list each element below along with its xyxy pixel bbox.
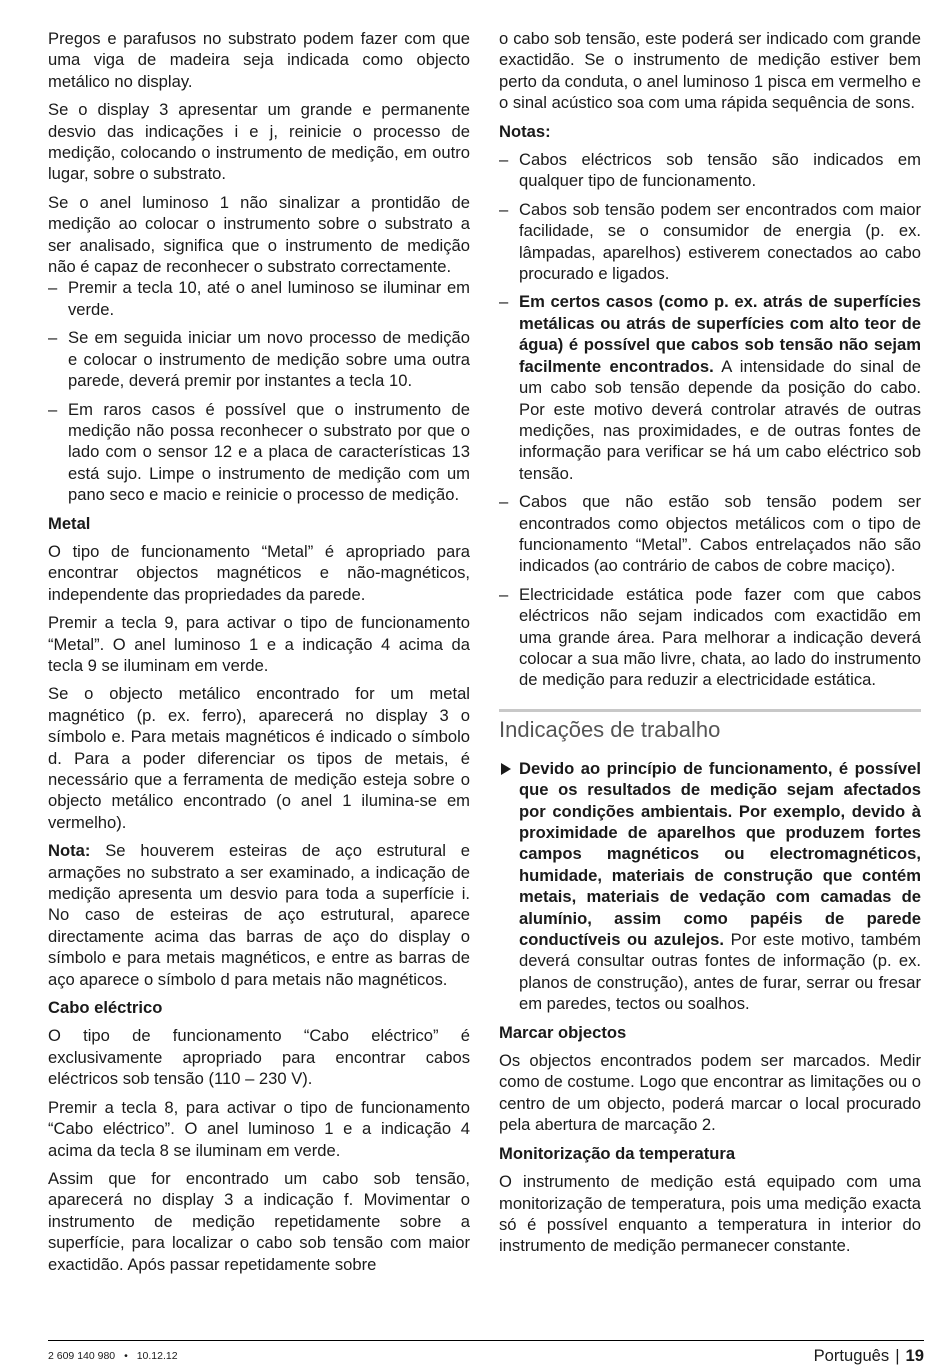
right-column (499, 28, 921, 1264)
paragraph: Premir a tecla 9, para activar o tipo de funcionamento “Metal”. O anel luminoso 1 e a indicação 4 acima da tecla 9 se iluminam em verde. (48, 613, 470, 675)
section-title: Indicações de trabalho (499, 709, 921, 744)
metal-heading: Metal (48, 513, 91, 533)
footer-divider (48, 1340, 924, 1341)
paragraph: Se o display 3 apresentar um grande e permanente desvio das indicações i e j, reinicie o processo de medição, colocando o instrumento de medição, em outro lugar, sobre o substrato. (48, 100, 470, 184)
notas-heading: Notas: (499, 121, 551, 141)
paragraph: O instrumento de medição está equipado com uma monitorização de temperatura, pois uma medição exacta só é possível enquanto a temperatura in interior do instrumento de medição permanecer constante. (499, 1172, 921, 1256)
warning-text: Por este motivo, também deverá consultar outras fontes de informação (p. ex. planos de construção), antes de furar, serrar ou fresar em paredes, tectos ou soalhos. (519, 930, 922, 1014)
paragraph: o cabo sob tensão, este poderá ser indicado com grande exactidão. Se o instrumento de medição estiver bem perto da conduta, o anel luminoso 1 pisca em vermelho e o sinal acústico soa com uma rápida sequência de sons. (499, 29, 921, 113)
page-number: 19 (905, 1346, 924, 1365)
paragraph: Os objectos encontrados podem ser marcados. Medir como de costume. Logo que encontrar as limitações ou o centro de um objecto, poderá marcar o local procurado pela abertura de marcação 2. (499, 1051, 921, 1135)
list-item: – Cabos que não estão sob tensão podem ser encontrados como objectos metálicos com o tipo de funcionamento “Metal”. Cabos entrelaçados não são indicados (ao contrário de cabos de cobre maciço). (499, 491, 921, 577)
paragraph: O tipo de funcionamento “Metal” é apropriado para encontrar objectos magnéticos e não-magnéticos, independente das propriedades da parede. (48, 541, 470, 604)
cabo-heading: Cabo eléctrico (48, 998, 163, 1018)
paragraph: Pregos e parafusos no substrato podem fazer com que uma viga de madeira seja indicada como objecto metálico no display. (48, 29, 470, 91)
bullet-separator: • (124, 1350, 128, 1362)
paragraph: O tipo de funcionamento “Cabo eléctrico” é exclusivamente apropriado para encontrar cabos eléctricos sob tensão (110 – 230 V). (48, 1026, 470, 1089)
list-item: – Cabos eléctricos sob tensão são indicados em qualquer tipo de funcionamento. (499, 149, 921, 192)
note-paragraph (48, 840, 470, 990)
list-item (499, 291, 921, 484)
doc-id: 2 609 140 980 (48, 1350, 116, 1362)
warning-bold: Devido ao princípio de funcionamento, é possível que os resultados de medição sejam afectados por condições ambientais. Por exemplo, devido à proximidade de aparelhos que produzem fortes campos magnéticos ou electromagnéticos, humidade, materiais de construção que contém metais, materiais de vedação com camadas de alumínio, assim como papéis de parede conductíveis ou azulejos. (519, 758, 921, 950)
paragraph: Se o anel luminoso 1 não sinalizar a prontidão de medição ao colocar o instrumento sobre o substrato a ser analisado, significa que o instrumento de medição não é capaz de reconhecer o substrato correctamente. (48, 192, 470, 277)
note-text: A intensidade do sinal de um cabo sob tensão depende da posição do cabo. Por este motivo deverá controlar através de outras medições, nas proximidades, e de outras fontes de informação para verificar se há um cabo eléctrico sob tensão. (519, 356, 921, 483)
warning-item (499, 758, 921, 1015)
language-label: Português (813, 1346, 890, 1365)
note-label: Nota: (48, 841, 91, 861)
paragraph: Se o objecto metálico encontrado for um metal magnético (p. ex. ferro), aparecerá no display 3 o símbolo e. Para metais magnéticos é indicado o símbolo d. Para a poder diferenciar os tipos de metais, é necessário que a ferramenta de medição esteja sobre o objecto metálico encontrado (o anel 1 ilumina-se em vermelho). (48, 684, 470, 832)
list-item: – Premir a tecla 10, até o anel luminoso se iluminar em verde. (48, 277, 470, 320)
list-item: – Se em seguida iniciar um novo processo de medição e colocar o instrumento de medição sobre uma outra parede, deverá premir por instantes a tecla 10. (48, 327, 470, 391)
paragraph: Premir a tecla 8, para activar o tipo de funcionamento “Cabo eléctrico”. O anel luminoso 1 e a indicação 4 acima da tecla 8 se iluminam em verde. (48, 1097, 470, 1160)
footer-doc-info (48, 1350, 178, 1362)
left-column (48, 28, 470, 1282)
note-bold: Em certos casos (como p. ex. atrás de superfícies metálicas ou atrás de superfícies com alto teor de água) é possível que cabos sob tensão não sejam facilmente encontrados. (519, 292, 921, 376)
doc-date: 10.12.12 (136, 1350, 178, 1362)
note-text: Se houverem esteiras de aço estrutural e armações no substrato a ser examinado, a indicação de medição apresenta um desvio para toda a superfície i. No caso de esteiras de aço estrutural, aparece directamente acima das barras de aço do display o símbolo e para metais magnéticos, e entre as barras de aço aparece o símbolo d para metais não magnéticos. (48, 841, 470, 989)
page-separator: | (895, 1346, 900, 1365)
footer-page-info (814, 1346, 924, 1366)
monit-heading: Monitorização da temperatura (499, 1143, 736, 1163)
list-item: – Electricidade estática pode fazer com que cabos eléctricos não sejam indicados com exactidão em uma grande área. Para melhorar a indicação deverá colocar a sua mão livre, chata, ao lado do instrumento de medição para reduzir a electricidade estática. (499, 584, 921, 691)
paragraph: Assim que for encontrado um cabo sob tensão, aparecerá no display 3 a indicação f. Movimentar o instrumento de medição repetidamente sobre a superfície, para localizar o cabo sob tensão com maior exactidão. Após passar repetidamente sobre (48, 1168, 470, 1274)
marcar-heading: Marcar objectos (499, 1022, 627, 1042)
list-item: – Cabos sob tensão podem ser encontrados com maior facilidade, se o consumidor de energia (p. ex. lâmpadas, aparelhos) estiverem conectados ao cabo procurado e ligados. (499, 199, 921, 285)
list-item: – Em raros casos é possível que o instrumento de medição não possa reconhecer o substrato por que o lado com o sensor 12 e a placa de características 13 está sujo. Limpe o instrumento de medição com um pano seco e macio e reinicie o processo de medição. (48, 399, 470, 506)
